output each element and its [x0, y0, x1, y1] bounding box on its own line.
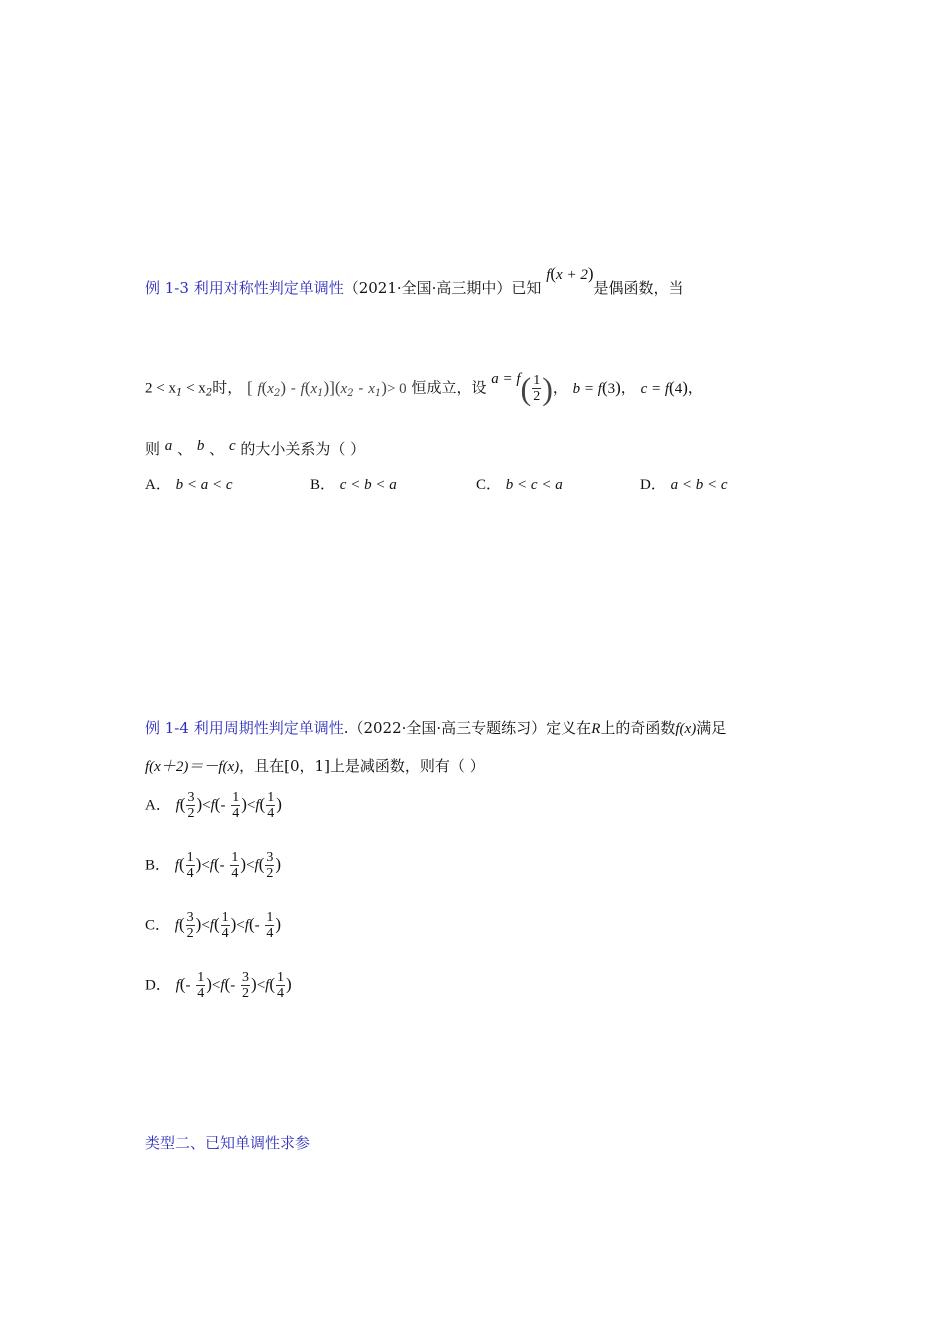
- option-c[interactable]: [476, 473, 563, 496]
- example-1-3-header: [145, 264, 684, 300]
- ex14-option-c[interactable]: C． f( $\frac{3}{2}$ )<f( $\frac{1}{4}$ )<f(- $\frac{1}{4}$ ): [145, 910, 282, 941]
- section-heading: 类型二、已知单调性求参: [145, 1134, 311, 1152]
- b-definition: b = f(3): [572, 377, 621, 397]
- functional-equation: f(x＋2)＝－f(x): [145, 759, 240, 775]
- inequality-expression: [ $f(x_2) - f(x_1)](x_2 - x_1)> 0$: [246, 377, 407, 399]
- option-label: A．: [145, 477, 171, 493]
- example-1-3-title: 例 1-3 利用对称性判定单调性: [145, 279, 344, 297]
- c-definition: c = f(4): [640, 377, 688, 397]
- option-label: B．: [145, 857, 171, 874]
- var-a: a: [164, 438, 173, 454]
- question-suffix: 的大小关系为（ ）: [240, 440, 366, 458]
- a-fraction: $\frac{1}{2}$: [533, 373, 541, 404]
- example-1-4-title: 例 1-4 利用周期性判定单调性: [145, 719, 344, 737]
- even-function-text: 是偶函数，当: [593, 279, 684, 297]
- cond-time: 时，: [212, 378, 243, 397]
- example-1-3-question: [145, 438, 365, 461]
- ex14-option-d[interactable]: D． f(- $\frac{1}{4}$ )<f(- $\frac{3}{2}$ )<f( $\frac{1}{4}$ ): [145, 970, 292, 1001]
- option-label: A．: [145, 797, 171, 814]
- example-1-4-header: [145, 717, 726, 740]
- a-definition: a = f: [491, 370, 521, 387]
- example-1-4-line2: [145, 755, 485, 778]
- var-c: c: [228, 438, 236, 454]
- question-prefix: 则: [145, 440, 161, 458]
- option-expr: b < c < a: [505, 477, 563, 493]
- cond-lhs: 2 < x: [145, 380, 176, 397]
- option-label: C．: [145, 917, 171, 934]
- ex14-option-b[interactable]: B． f( $\frac{1}{4}$ )<f(- $\frac{1}{4}$ )<f( $\frac{3}{2}$ ): [145, 850, 282, 881]
- option-label: D．: [640, 477, 666, 493]
- option-label: D．: [145, 977, 171, 994]
- comma-1: ，: [552, 378, 568, 397]
- odd-function-text: 上的奇函数: [600, 719, 676, 737]
- option-expr: a < b < c: [670, 477, 728, 493]
- cond-mid: < x: [182, 380, 206, 397]
- option-label: B．: [310, 477, 336, 493]
- comma-2: ，: [620, 378, 636, 397]
- comma-3: ，: [687, 378, 703, 397]
- always-holds-text: 恒成立，设: [411, 378, 487, 397]
- a-right-paren: ): [542, 370, 553, 407]
- var-b: b: [196, 438, 205, 454]
- decreasing-text: ，且在[0，1]上是减函数，则有（ ）: [239, 757, 485, 775]
- cond-sub1: 1: [175, 387, 183, 399]
- satisfy-text: 满足: [696, 719, 727, 737]
- set-r: R: [591, 721, 601, 737]
- option-label: C．: [476, 477, 502, 493]
- a-left-paren: (: [520, 370, 532, 407]
- sep-2: 、: [209, 440, 225, 458]
- option-expr: c < b < a: [339, 477, 397, 493]
- option-b[interactable]: [310, 473, 397, 496]
- option-expr: b < a < c: [175, 477, 233, 493]
- option-a[interactable]: [145, 473, 233, 496]
- example-1-4-source: .（2022·全国·高三专题练习）定义在: [343, 719, 592, 737]
- sep-1: 、: [177, 440, 193, 458]
- option-d[interactable]: [640, 473, 728, 496]
- cond-sub2: 2: [205, 387, 213, 399]
- fx: f(x): [675, 721, 697, 737]
- ex14-option-a[interactable]: A． f( $\frac{3}{2}$ )<f(- $\frac{1}{4}$ )<f( $\frac{1}{4}$ ): [145, 790, 282, 821]
- example-1-3-condition: [145, 370, 703, 407]
- example-1-3-source: （2021·全国·高三期中）已知: [343, 279, 542, 297]
- func-expression: f(x + 2): [546, 264, 594, 283]
